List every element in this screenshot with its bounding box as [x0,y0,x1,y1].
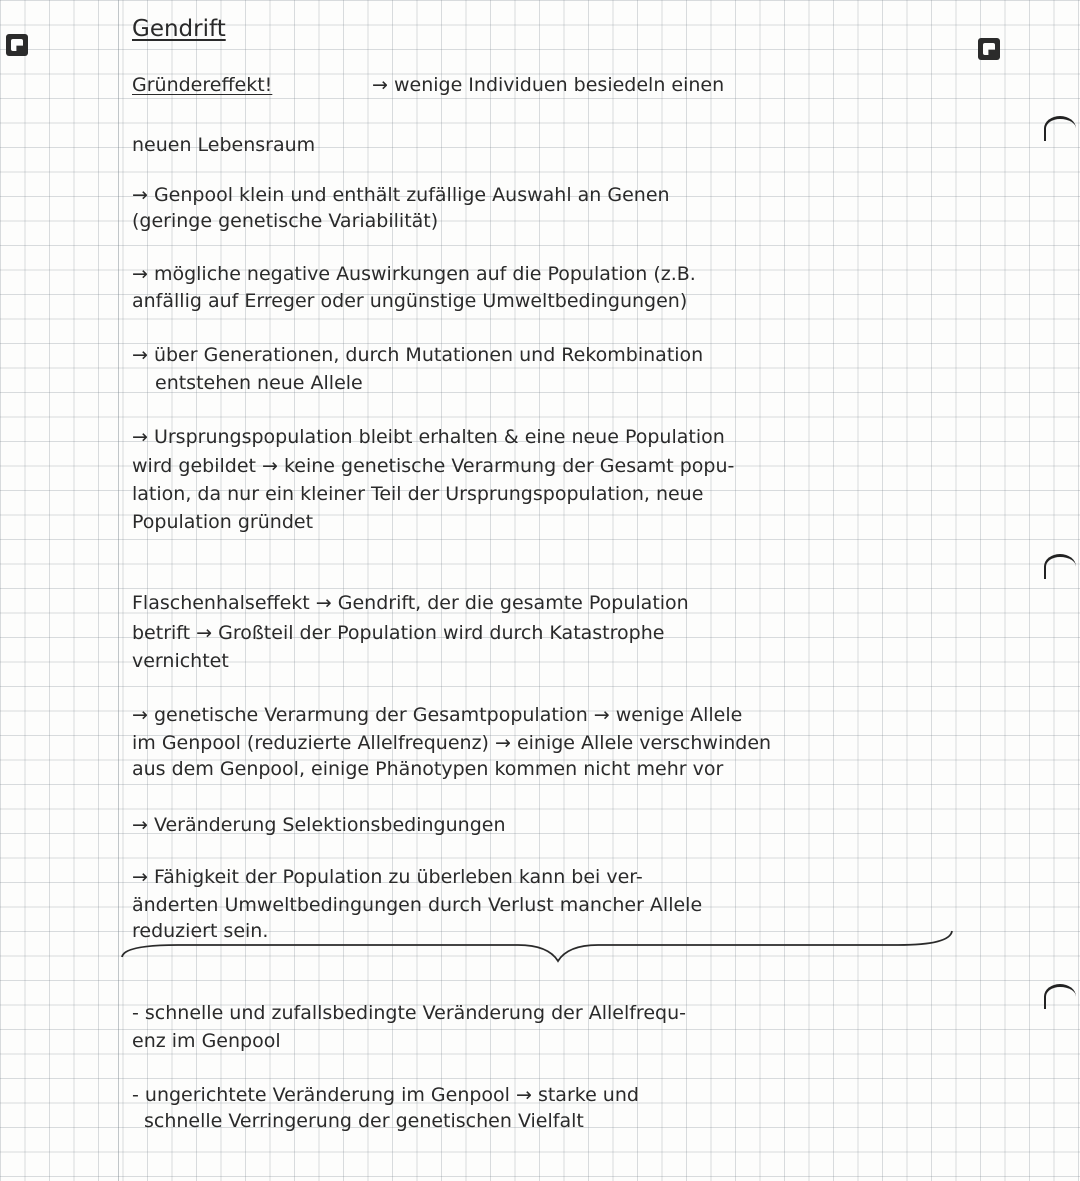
heading-gruendereffekt: Gründereffekt! [132,74,273,96]
note-line: schnelle Verringerung der genetischen Vielfalt [144,1110,584,1132]
corner-marker-icon [978,38,1000,60]
note-line: → Fähigkeit der Population zu überleben kann bei ver- [132,866,643,888]
heading-flaschenhalseffekt: Flaschenhalseffekt → Gendrift, der die gesamte Population [132,592,689,614]
margin-line [118,0,119,1181]
note-line: aus dem Genpool, einige Phänotypen kommen nicht mehr vor [132,758,724,780]
note-line: Population gründet [132,511,314,533]
note-line: enz im Genpool [132,1030,281,1052]
note-line: im Genpool (reduzierte Allelfrequenz) → einige Allele verschwinden [132,732,772,754]
note-line: reduziert sein. [132,920,269,942]
note-line: → über Generationen, durch Mutationen und Rekombination [132,344,704,366]
note-line: vernichtet [132,650,229,672]
note-line: wird gebildet → keine genetische Verarmung der Gesamt popu- [132,455,735,477]
curly-brace-icon [118,925,958,965]
note-line: → Ursprungspopulation bleibt erhalten & eine neue Population [132,426,725,448]
note-line: - schnelle und zufallsbedingte Veränderung der Allelfrequ- [132,1002,686,1024]
note-line: änderten Umweltbedingungen durch Verlust mancher Allele [132,894,703,916]
binder-ring-icon [1044,984,1076,1009]
binder-ring-icon [1044,116,1076,141]
binder-ring-icon [1044,554,1076,579]
note-line: → Genpool klein und enthält zufällige Auswahl an Genen [132,184,670,206]
note-line: anfällig auf Erreger oder ungünstige Umweltbedingungen) [132,290,688,312]
note-line: (geringe genetische Variabilität) [132,210,439,232]
note-line: entstehen neue Allele [155,372,363,394]
note-line: → Veränderung Selektionsbedingungen [132,814,506,836]
note-line: → mögliche negative Auswirkungen auf die Population (z.B. [132,263,696,285]
note-line: lation, da nur ein kleiner Teil der Ursprungspopulation, neue [132,483,704,505]
note-line: → wenige Individuen besiedeln einen [372,74,725,96]
note-line: neuen Lebensraum [132,134,316,156]
page-title: Gendrift [132,16,226,42]
note-line: betrift → Großteil der Population wird durch Katastrophe [132,622,665,644]
corner-marker-icon [6,34,28,56]
note-line: → genetische Verarmung der Gesamtpopulation → wenige Allele [132,704,743,726]
note-line: - ungerichtete Veränderung im Genpool → starke und [132,1084,639,1106]
